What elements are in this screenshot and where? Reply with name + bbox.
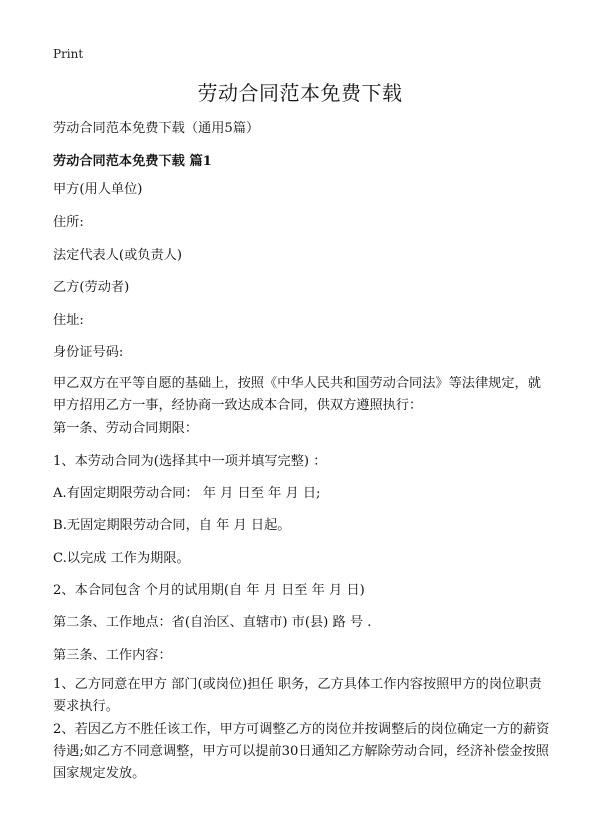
residence-label: 住址: [53, 313, 84, 328]
article-3-heading: 第三条、工作内容： [53, 648, 172, 663]
option-c: C.以完成 工作为期限。 [53, 551, 190, 566]
article-1-item-1: 1、本劳动合同为(选择其中一项并填写完整) ： [53, 454, 327, 469]
address-label: 住所: [53, 215, 84, 230]
document-title: 劳动合同范本免费下载 [197, 81, 403, 105]
article-3-item-1: 1、乙方同意在甲方 部门(或岗位)担任 职务，乙方具体工作内容按照甲方的岗位职责要求执行。 [53, 677, 542, 714]
id-number-label: 身份证号码: [53, 345, 124, 360]
article-1-heading: 第一条、劳动合同期限： [53, 421, 199, 436]
party-a-label: 甲方(用人单位) [53, 182, 143, 197]
party-b-label: 乙方(劳动者) [53, 280, 130, 295]
document-subtitle: 劳动合同范本免费下载（通用5篇） [53, 121, 260, 136]
section-heading: 劳动合同范本免费下载 篇1 [53, 154, 212, 169]
preamble-paragraph: 甲乙双方在平等自愿的基础上，按照《中华人民共和国劳动合同法》等法律规定，就甲方招用乙方一事，经协商一致达成本合同，供双方遵照执行： [53, 376, 541, 413]
option-b: B.无固定期限劳动合同，自 年 月 日起。 [53, 518, 291, 533]
article-2-work-location: 第二条、工作地点：省(自治区、直辖市) 市(县) 路 号 . [53, 615, 372, 630]
print-label: Print [53, 47, 84, 61]
probation-clause: 2、本合同包含 个月的试用期(自 年 月 日至 年 月 日) [53, 583, 365, 598]
option-a: A.有固定期限劳动合同： 年 月 日至 年 月 日; [53, 486, 321, 501]
legal-representative-label: 法定代表人(或负责人) [53, 248, 182, 263]
article-3-item-2: 2、若因乙方不胜任该工作，甲方可调整乙方的岗位并按调整后的岗位确定一方的薪资待遇;如乙方不同意调整，甲方可以提前30日通知乙方解除劳动合同，经济补偿金按照国家规定发放。 [53, 722, 550, 781]
